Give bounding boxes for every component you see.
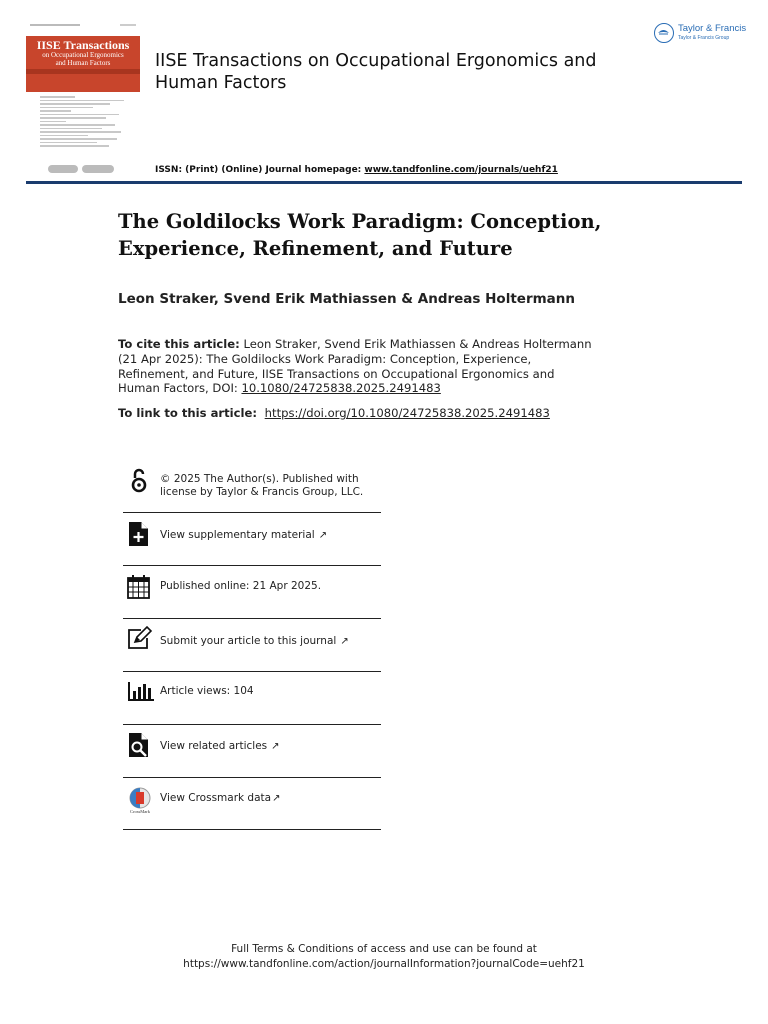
related-label: View related articles [160, 740, 268, 752]
calendar-icon [127, 574, 151, 598]
cover-subtitle: and Human Factors [55, 58, 111, 67]
cover-volume-strip [26, 69, 140, 74]
views-row [123, 672, 381, 725]
related-search-icon [127, 732, 151, 756]
tf-logo-icon [654, 23, 674, 43]
supplementary-row[interactable] [123, 513, 381, 566]
external-link-icon: ↗︎ [318, 530, 328, 541]
footer [0, 942, 768, 972]
submit-label: Submit your article to this journal [160, 635, 337, 647]
cite-text: Leon Straker, Svend Erik Mathiassen & Andreas Holtermann (21 Apr 2025): The Goldilocks Work Paradigm: Conception, Experience, Refinement, and Future, IISE Transactions on Occupational Ergonomics and Human Factors, DOI: [118, 337, 592, 396]
footer-terms: Full Terms & Conditions of access and use can be found at [231, 943, 537, 955]
citation-block [118, 337, 594, 396]
issn-text: ISSN: (Print) (Online) Journal homepage: [155, 165, 362, 175]
published-date: Published online: 21 Apr 2025. [160, 580, 322, 592]
link-label: To link to this article: [118, 406, 257, 420]
header-rule [26, 181, 742, 184]
bar-chart-icon [127, 680, 151, 704]
crossmark-link[interactable] [160, 792, 380, 805]
cover-decor [30, 24, 80, 26]
open-access-icon [127, 468, 151, 492]
published-row [123, 566, 381, 619]
article-doi-link[interactable]: https://doi.org/10.1080/24725838.2025.2491483 [264, 406, 550, 420]
external-link-icon: ↗︎ [340, 636, 349, 647]
submit-row[interactable] [123, 619, 381, 672]
supplementary-link[interactable] [160, 529, 380, 542]
crossmark-row[interactable] [123, 778, 381, 830]
external-link-icon: ↗︎ [272, 793, 281, 804]
submit-link[interactable] [160, 635, 380, 648]
publisher-sub: Taylor & Francis Group [678, 35, 730, 41]
related-row[interactable] [123, 725, 381, 778]
related-link[interactable] [160, 740, 380, 753]
license-text: © 2025 The Author(s). Published with license by Taylor & Francis Group, LLC. [160, 473, 364, 498]
journal-cover [26, 20, 140, 175]
edit-icon [127, 626, 151, 650]
crossmark-label: View Crossmark data [160, 792, 272, 804]
cover-subtitle: on Occupational Ergonomics [42, 51, 124, 59]
article-views: Article views: 104 [160, 685, 254, 697]
issn-line [155, 165, 558, 175]
crossmark-badge-text: CrossMark [130, 809, 150, 814]
external-link-icon: ↗︎ [271, 741, 280, 752]
footer-terms-url[interactable]: https://www.tandfonline.com/action/journalInformation?journalCode=uehf21 [183, 958, 585, 970]
article-title: The Goldilocks Work Paradigm: Conception, Experience, Refinement, and Future [118, 210, 602, 260]
supplementary-icon [127, 521, 151, 545]
article-authors: Leon Straker, Svend Erik Mathiassen & Andreas Holtermann [118, 291, 576, 307]
cite-label: To cite this article: [118, 337, 240, 351]
cover-band [26, 36, 140, 92]
publisher-logo[interactable] [652, 20, 748, 48]
journal-title: IISE Transactions on Occupational Ergonomics and Human Factors [155, 51, 597, 93]
license-row [123, 460, 381, 513]
cover-title: IISE Transactions [36, 38, 130, 52]
cover-logos [48, 158, 138, 168]
article-link-line [118, 406, 678, 420]
crossmark-icon [127, 787, 151, 814]
supplementary-label: View supplementary material [160, 529, 315, 541]
cover-decor [120, 24, 136, 26]
cover-contents [40, 96, 128, 149]
journal-homepage-link[interactable]: www.tandfonline.com/journals/uehf21 [364, 165, 558, 175]
publisher-name: Taylor & Francis [678, 23, 747, 34]
cite-doi-link[interactable]: 10.1080/24725838.2025.2491483 [241, 381, 441, 396]
